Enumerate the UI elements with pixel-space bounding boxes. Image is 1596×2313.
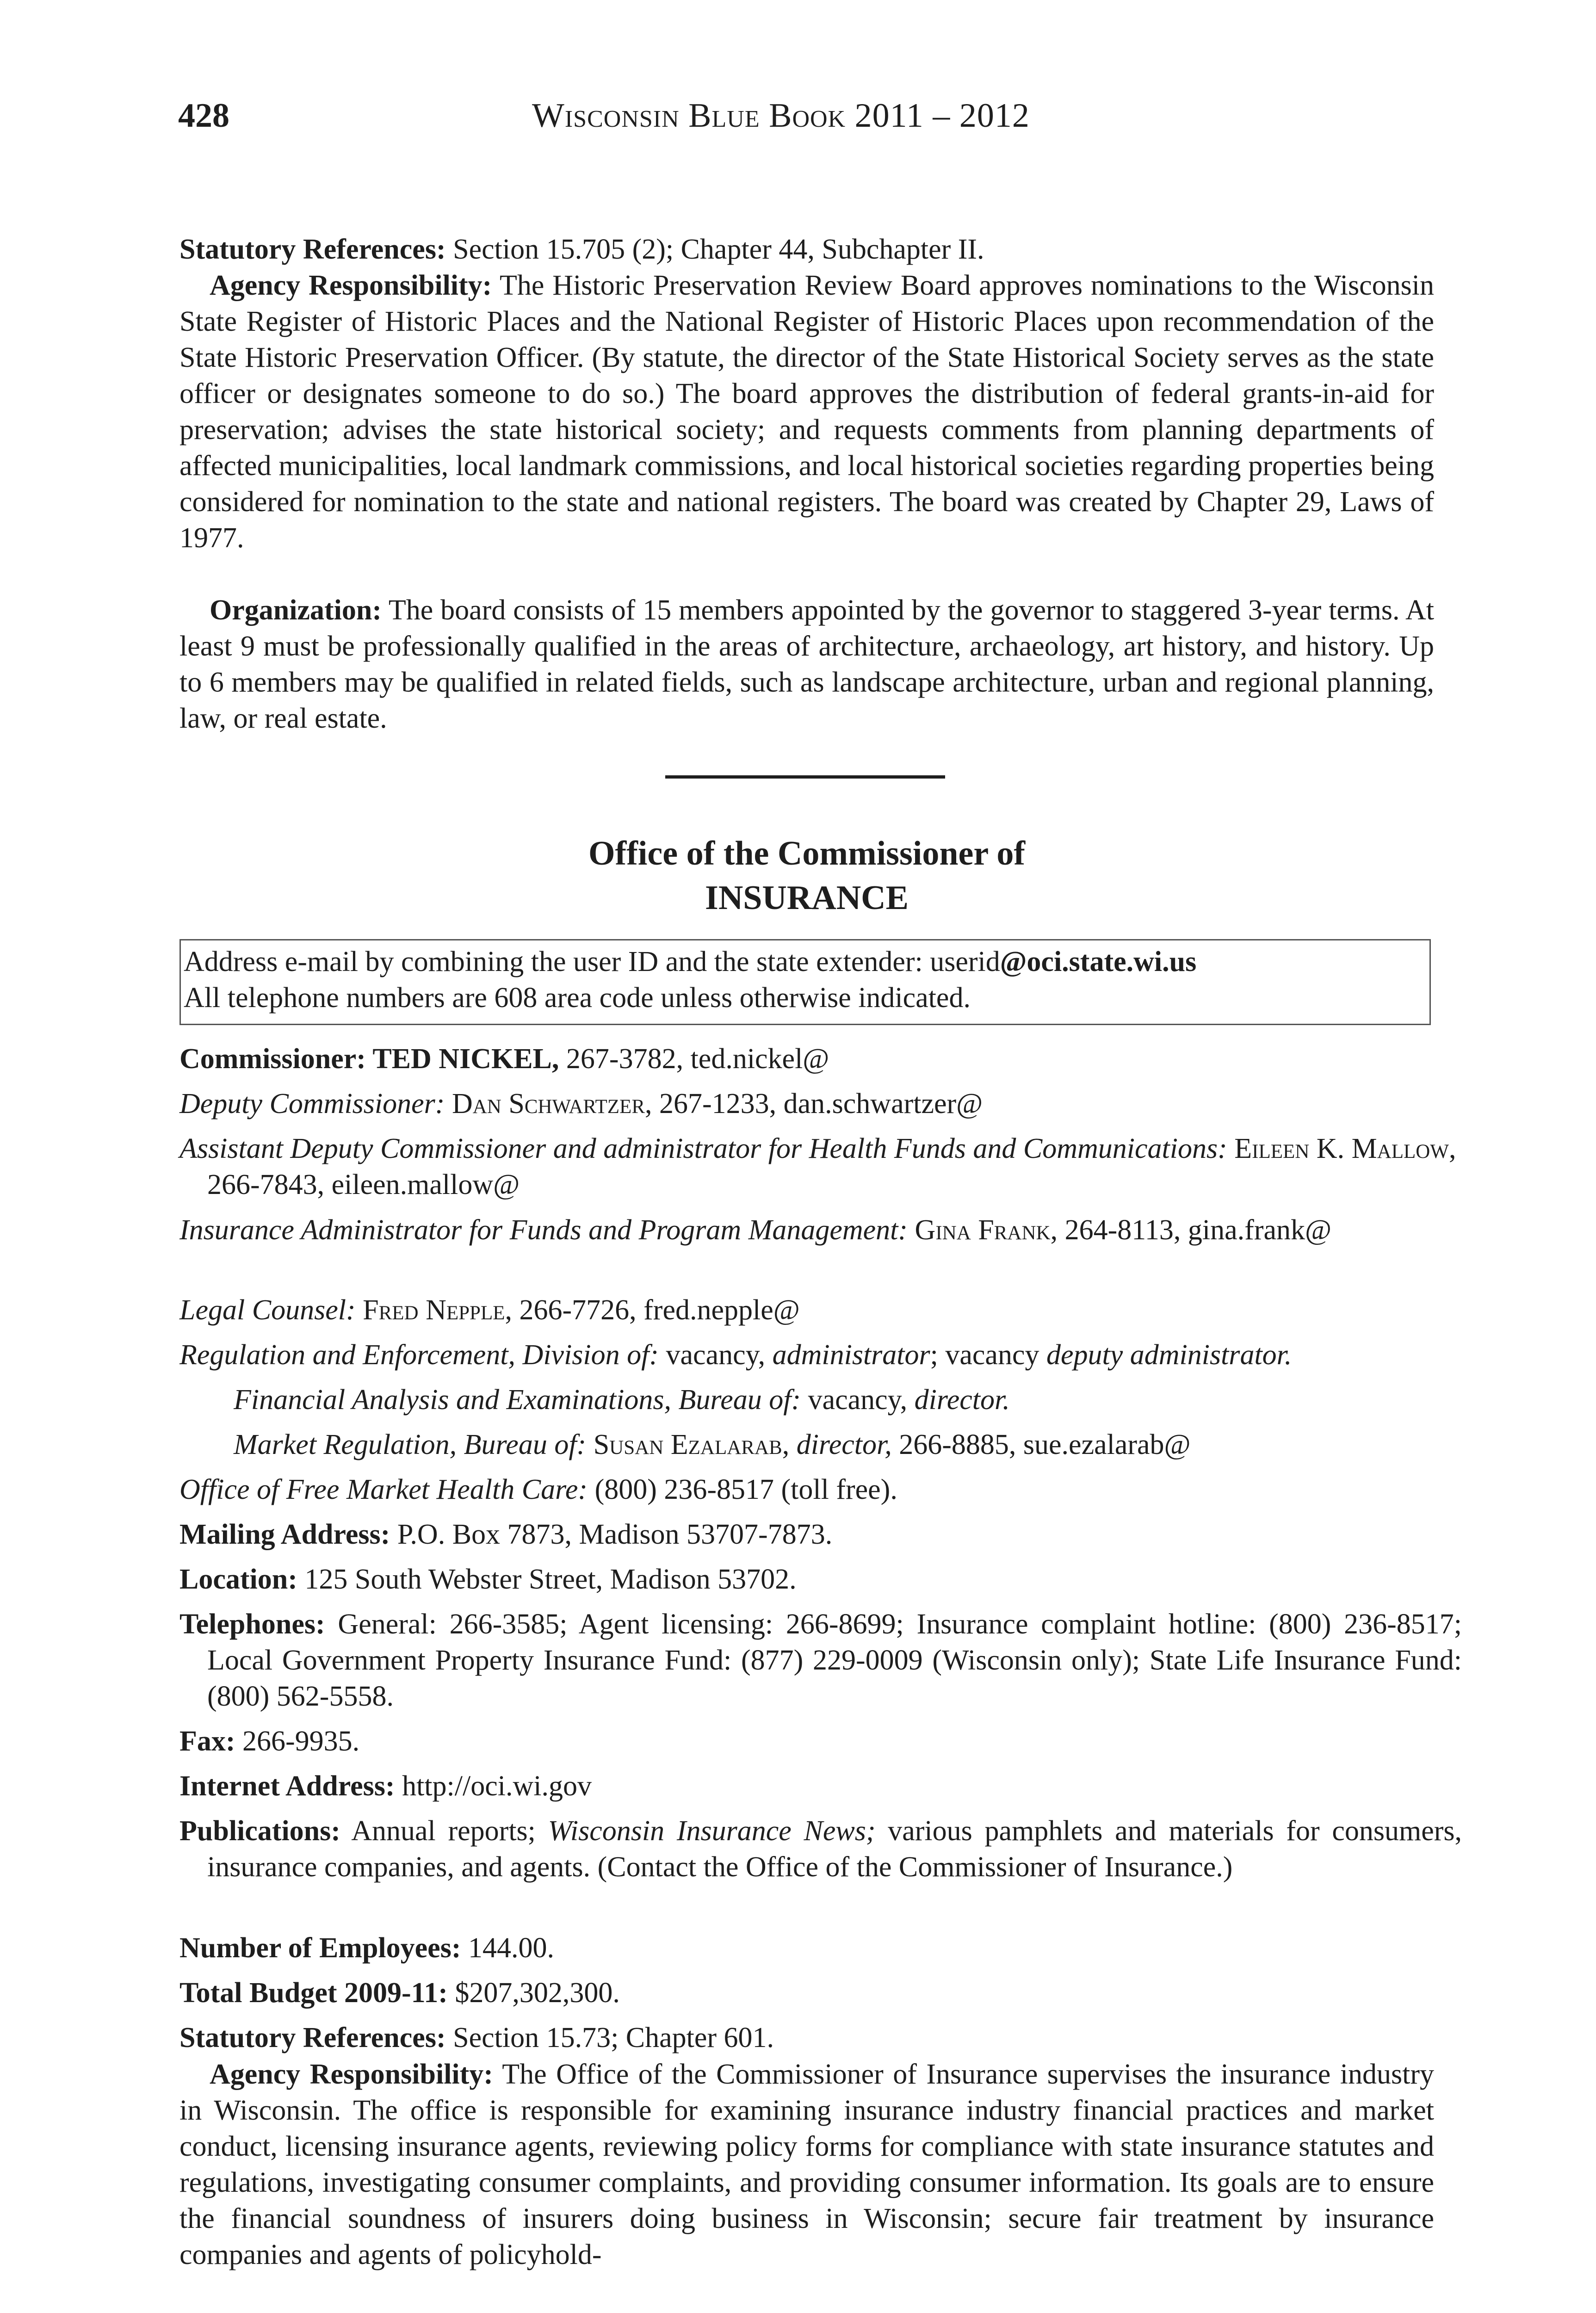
statutory-references: Statutory References: Section 15.73; Chapter 601. bbox=[179, 2022, 774, 2053]
legal-counsel-entry: Legal Counsel: Fred Nepple, 266-7726, fred.nepple@ bbox=[179, 1294, 800, 1326]
publications: Publications: Annual reports; Wisconsin Insurance News; various pamphlets and materials for consumers, insurance companies, and agents. (Contact the Office of the Commissioner of Insurance.) bbox=[179, 1815, 1462, 1883]
location: Location: 125 South Webster Street, Madison 53702. bbox=[179, 1564, 797, 1595]
number-of-employees: Number of Employees: 144.00. bbox=[179, 1932, 554, 1964]
contact-notice-box bbox=[179, 939, 1431, 1025]
area-code-notice: All telephone numbers are 608 area code unless otherwise indicated. bbox=[184, 982, 971, 1014]
free-market-health-care-entry: Office of Free Market Health Care: (800) 236-8517 (toll free). bbox=[179, 1474, 897, 1505]
internet-address: Internet Address: http://oci.wi.gov bbox=[179, 1770, 592, 1802]
agency-responsibility: Agency Responsibility: The Office of the Commissioner of Insurance supervises the insurance industry in Wisconsin. The office is responsible for examining insurance industry financial practices and market conduct, licensing insurance agents, reviewing policy forms for compliance with state insurance statutes and regulations, investigating consumer complaints, and providing consumer information. Its goals are to ensure the financial soundness of insurers doing business in Wisconsin; secure fair treatment by insurance companies and agents of policyhold- bbox=[179, 2059, 1434, 2270]
telephones: Telephones: General: 266-3585; Agent licensing: 266-8699; Insurance complaint hotline: (800) 236-8517; Local Government Property Insurance Fund: (877) 229-0009 (Wisconsin only); State Life Insurance Fund: (800) 562-5558. bbox=[179, 1608, 1462, 1712]
commissioner-entry: Commissioner: TED NICKEL, 267-3782, ted.nickel@ bbox=[179, 1043, 829, 1075]
fax: Fax: 266-9935. bbox=[179, 1725, 360, 1757]
total-budget: Total Budget 2009-11: $207,302,300. bbox=[179, 1977, 620, 2009]
funds-administrator-entry: Insurance Administrator for Funds and Program Management: Gina Frank, 264-8113, gina.frank@ bbox=[179, 1214, 1332, 1246]
prior-organization: Organization: The board consists of 15 members appointed by the governor to staggered 3-year terms. At least 9 must be professionally qualified in the areas of architecture, archaeology, art history, and history. Up to 6 members may be qualified in related fields, such as landscape architecture, urban and regional planning, law, or real estate. bbox=[179, 594, 1434, 734]
assistant-deputy-entry: Assistant Deputy Commissioner and administrator for Health Funds and Communications: Eileen K. Mallow, 266-7843, eileen.mallow@ bbox=[179, 1133, 1456, 1200]
prior-agency-responsibility: Agency Responsibility: The Historic Preservation Review Board approves nominations to the Wisconsin State Register of Historic Places and the National Register of Historic Places upon recommendation of the State Historic Preservation Officer. (By statute, the director of the State Historical Society serves as the state officer or designates someone to do so.) The board approves the distribution of federal grants-in-aid for preservation; advises the state historical society; and requests comments from planning departments of affected municipalities, local landmark commissions, and local historical societies regarding properties being considered for nomination to the state and national registers. The board was created by Chapter 29, Laws of 1977. bbox=[179, 270, 1434, 554]
section-divider-rule bbox=[665, 775, 945, 779]
section-title-line2: INSURANCE bbox=[705, 879, 909, 917]
prior-statutory-references: Statutory References: Section 15.705 (2); Chapter 44, Subchapter II. bbox=[179, 234, 984, 265]
running-title: Wisconsin Blue Book 2011 – 2012 bbox=[532, 97, 1030, 135]
market-regulation-bureau-entry: Market Regulation, Bureau of: Susan Ezalarab, director, 266-8885, sue.ezalarab@ bbox=[234, 1429, 1191, 1460]
financial-analysis-bureau-entry: Financial Analysis and Examinations, Bureau of: vacancy, director. bbox=[234, 1384, 1010, 1416]
mailing-address: Mailing Address: P.O. Box 7873, Madison 53707-7873. bbox=[179, 1519, 833, 1550]
email-notice: Address e-mail by combining the user ID and the state extender: userid@oci.state.wi.us bbox=[184, 946, 1197, 977]
section-title-line1: Office of the Commissioner of bbox=[588, 835, 1025, 872]
page-number: 428 bbox=[178, 97, 229, 135]
regulation-division-entry: Regulation and Enforcement, Division of: vacancy, administrator; vacancy deputy administrator. bbox=[179, 1339, 1292, 1371]
deputy-commissioner-entry: Deputy Commissioner: Dan Schwartzer, 267-1233, dan.schwartzer@ bbox=[179, 1088, 983, 1119]
